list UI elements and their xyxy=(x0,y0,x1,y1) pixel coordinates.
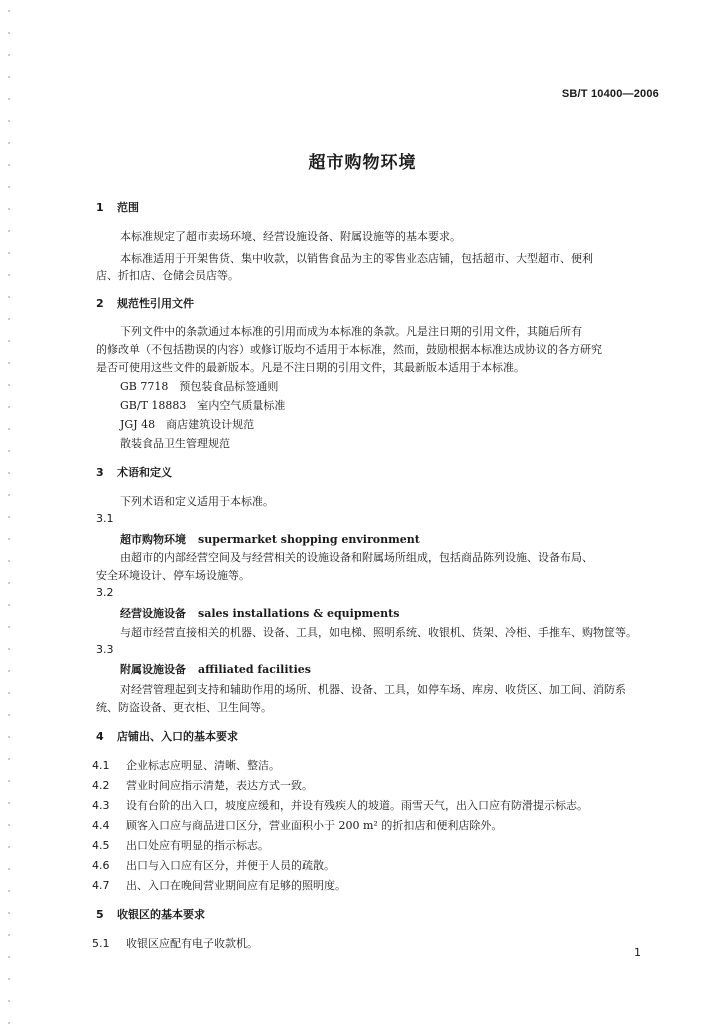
paragraph: 是否可使用这些文件的最新版本。凡是不注日期的引用文件，其最新版本适用于本标准。 xyxy=(96,361,525,374)
item-number: 4.3 xyxy=(92,799,110,812)
term-definition: 对经营管理起到支持和辅助作用的场所、机器、设备、工具，如停车场、库房、收货区、加工间、消防系 xyxy=(120,683,626,696)
item-number: 5.1 xyxy=(92,937,110,950)
reference-item: JGJ 48 商店建筑设计规范 xyxy=(120,418,255,431)
section-3-heading xyxy=(96,464,172,480)
item-number: 4.6 xyxy=(92,859,110,872)
term-number: 3.3 xyxy=(96,643,114,656)
section-number: 2 xyxy=(96,297,104,310)
term-number: 3.1 xyxy=(96,512,114,525)
section-5-heading xyxy=(96,906,205,922)
page-title: 超市购物环境 xyxy=(308,153,417,173)
term-en: sales installations & equipments xyxy=(198,607,400,620)
list-item xyxy=(92,757,280,773)
section-number: 3 xyxy=(96,466,104,479)
section-title: 范围 xyxy=(117,201,139,214)
section-title: 店铺出、入口的基本要求 xyxy=(117,730,238,743)
item-number: 4.1 xyxy=(92,759,110,772)
section-title: 术语和定义 xyxy=(117,466,172,479)
item-text: 出、入口在晚间营业期间应有足够的照明度。 xyxy=(126,879,346,892)
section-2-heading xyxy=(96,295,194,311)
term-zh: 超市购物环境 xyxy=(120,533,186,546)
item-text: 收银区应配有电子收款机。 xyxy=(126,937,258,950)
term-heading xyxy=(120,661,311,677)
item-text: 营业时间应指示清楚，表达方式一致。 xyxy=(126,779,313,792)
term-en: supermarket shopping environment xyxy=(198,533,420,546)
paragraph: 的修改单（不包括勘误的内容）或修订版均不适用于本标准，然而，鼓励根据本标准达成协议的各方研究 xyxy=(96,343,602,356)
page-number: 1 xyxy=(634,946,641,959)
paragraph: 本标准规定了超市卖场环境、经营设施设备、附属设施等的基本要求。 xyxy=(120,230,461,243)
term-number: 3.2 xyxy=(96,586,114,599)
term-en: affiliated facilities xyxy=(198,663,311,676)
item-text: 顾客入口应与商品进口区分，营业面积小于 200 m² 的折扣店和便利店除外。 xyxy=(126,819,503,832)
list-item xyxy=(92,935,258,951)
term-definition: 与超市经营直接相关的机器、设备、工具，如电梯、照明系统、收银机、货架、冷柜、手推车、购物筐等。 xyxy=(120,626,637,639)
section-number: 5 xyxy=(96,908,104,921)
list-item xyxy=(92,877,346,893)
term-definition: 安全环境设计、停车场设施等。 xyxy=(96,569,250,582)
list-item xyxy=(92,817,502,833)
section-number: 1 xyxy=(96,201,104,214)
term-definition: 由超市的内部经营空间及与经营相关的设施设备和附属场所组成，包括商品陈列设施、设备布局、 xyxy=(120,551,593,564)
item-number: 4.7 xyxy=(92,879,110,892)
list-item xyxy=(92,857,335,873)
item-text: 设有台阶的出入口，坡度应缓和，并设有残疾人的坡道。雨雪天气，出入口应有防滑提示标志。 xyxy=(126,799,588,812)
section-1-heading xyxy=(96,199,139,215)
term-definition: 统、防盗设备、更衣柜、卫生间等。 xyxy=(96,701,272,714)
item-number: 4.4 xyxy=(92,819,110,832)
list-item xyxy=(92,837,269,853)
term-heading xyxy=(120,605,399,621)
item-number: 4.2 xyxy=(92,779,110,792)
section-title: 收银区的基本要求 xyxy=(117,908,205,921)
reference-item: GB/T 18883 室内空气质量标准 xyxy=(120,399,286,412)
section-4-heading xyxy=(96,728,238,744)
item-text: 出口与入口应有区分，并便于人员的疏散。 xyxy=(126,859,335,872)
standard-code: SB/T 10400—2006 xyxy=(561,88,659,100)
list-item xyxy=(92,777,313,793)
term-heading xyxy=(120,531,420,547)
paragraph: 店、折扣店、仓储会员店等。 xyxy=(96,269,239,282)
section-title: 规范性引用文件 xyxy=(117,297,194,310)
item-number: 4.5 xyxy=(92,839,110,852)
paragraph: 本标准适用于开架售货、集中收款，以销售食品为主的零售业态店铺，包括超市、大型超市、便利 xyxy=(120,252,593,265)
item-text: 企业标志应明显、清晰、整洁。 xyxy=(126,759,280,772)
section-number: 4 xyxy=(96,730,104,743)
term-zh: 附属设施设备 xyxy=(120,663,186,676)
reference-item: GB 7718 预包装食品标签通则 xyxy=(120,380,279,393)
paragraph: 下列术语和定义适用于本标准。 xyxy=(120,495,274,508)
paragraph: 下列文件中的条款通过本标准的引用而成为本标准的条款。凡是注日期的引用文件，其随后所有 xyxy=(120,325,582,338)
term-zh: 经营设施设备 xyxy=(120,607,186,620)
reference-item: 散装食品卫生管理规范 xyxy=(120,437,230,450)
list-item xyxy=(92,797,588,813)
item-text: 出口处应有明显的指示标志。 xyxy=(126,839,269,852)
